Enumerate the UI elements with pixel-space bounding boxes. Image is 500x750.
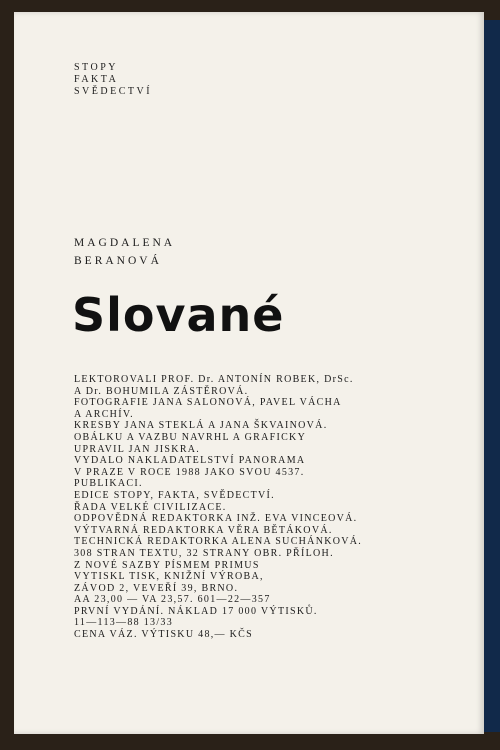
series-line: STOPY — [74, 62, 118, 73]
colophon-line: ŘADA VELKÉ CIVILIZACE. — [74, 501, 227, 513]
colophon-line: PRVNÍ VYDÁNÍ. NÁKLAD 17 000 VÝTISKŮ. — [74, 605, 318, 617]
colophon-line: OBÁLKU A VAZBU NAVRHL A GRAFICKY — [74, 431, 307, 443]
colophon-line: TECHNICKÁ REDAKTORKA ALENA SUCHÁNKOVÁ. — [74, 536, 363, 548]
colophon-line: KRESBY JANA STEKLÁ A JANA ŠKVAINOVÁ. — [74, 420, 328, 432]
author-line: MAGDALENA — [74, 237, 176, 249]
colophon-line: ODPOVĚDNÁ REDAKTORKA INŽ. EVA VINCEOVÁ. — [74, 513, 358, 525]
colophon-line: LEKTOROVALI PROF. Dr. ANTONÍN ROBEK, DrSc. — [74, 374, 354, 385]
colophon-line: EDICE STOPY, FAKTA, SVĚDECTVÍ. — [74, 489, 275, 501]
colophon-line: PUBLIKACI. — [74, 478, 143, 490]
title-page — [14, 12, 484, 734]
colophon-line: FOTOGRAFIE JANA SALONOVÁ, PAVEL VÁCHA — [74, 397, 342, 409]
series-line: SVĚDECTVÍ — [74, 86, 153, 97]
series-line: FAKTA — [74, 74, 119, 85]
series-name — [74, 62, 152, 98]
colophon-line: 11—113—88 13/33 — [74, 617, 174, 629]
book-title: Slované — [72, 288, 285, 342]
colophon-line: UPRAVIL JAN JISKRA. — [74, 443, 201, 455]
colophon-line: A Dr. BOHUMILA ZÁSTĚROVÁ. — [74, 385, 249, 397]
colophon-line: VYTISKL TISK, KNIŽNÍ VÝROBA, — [74, 571, 264, 583]
colophon-line: VYDALO NAKLADATELSTVÍ PANORAMA — [74, 455, 306, 467]
colophon-line: ZÁVOD 2, VEVEŘÍ 39, BRNO. — [74, 582, 239, 594]
author-line: BERANOVÁ — [74, 255, 162, 267]
colophon-line: AA 23,00 — VA 23,57. 601—22—357 — [74, 594, 271, 606]
colophon-line: A ARCHÍV. — [74, 408, 134, 420]
colophon — [74, 374, 474, 641]
colophon-line: V PRAZE V ROCE 1988 JAKO SVOU 4537. — [74, 466, 305, 478]
colophon-line: CENA VÁZ. VÝTISKU 48,— KČS — [74, 629, 253, 641]
colophon-line: Z NOVÉ SAZBY PÍSMEM PRIMUS — [74, 559, 260, 571]
colophon-line: 308 STRAN TEXTU, 32 STRANY OBR. PŘÍLOH. — [74, 547, 334, 559]
colophon-line: VÝTVARNÁ REDAKTORKA VĚRA BĚTÁKOVÁ. — [74, 524, 333, 536]
author-name — [74, 234, 175, 270]
